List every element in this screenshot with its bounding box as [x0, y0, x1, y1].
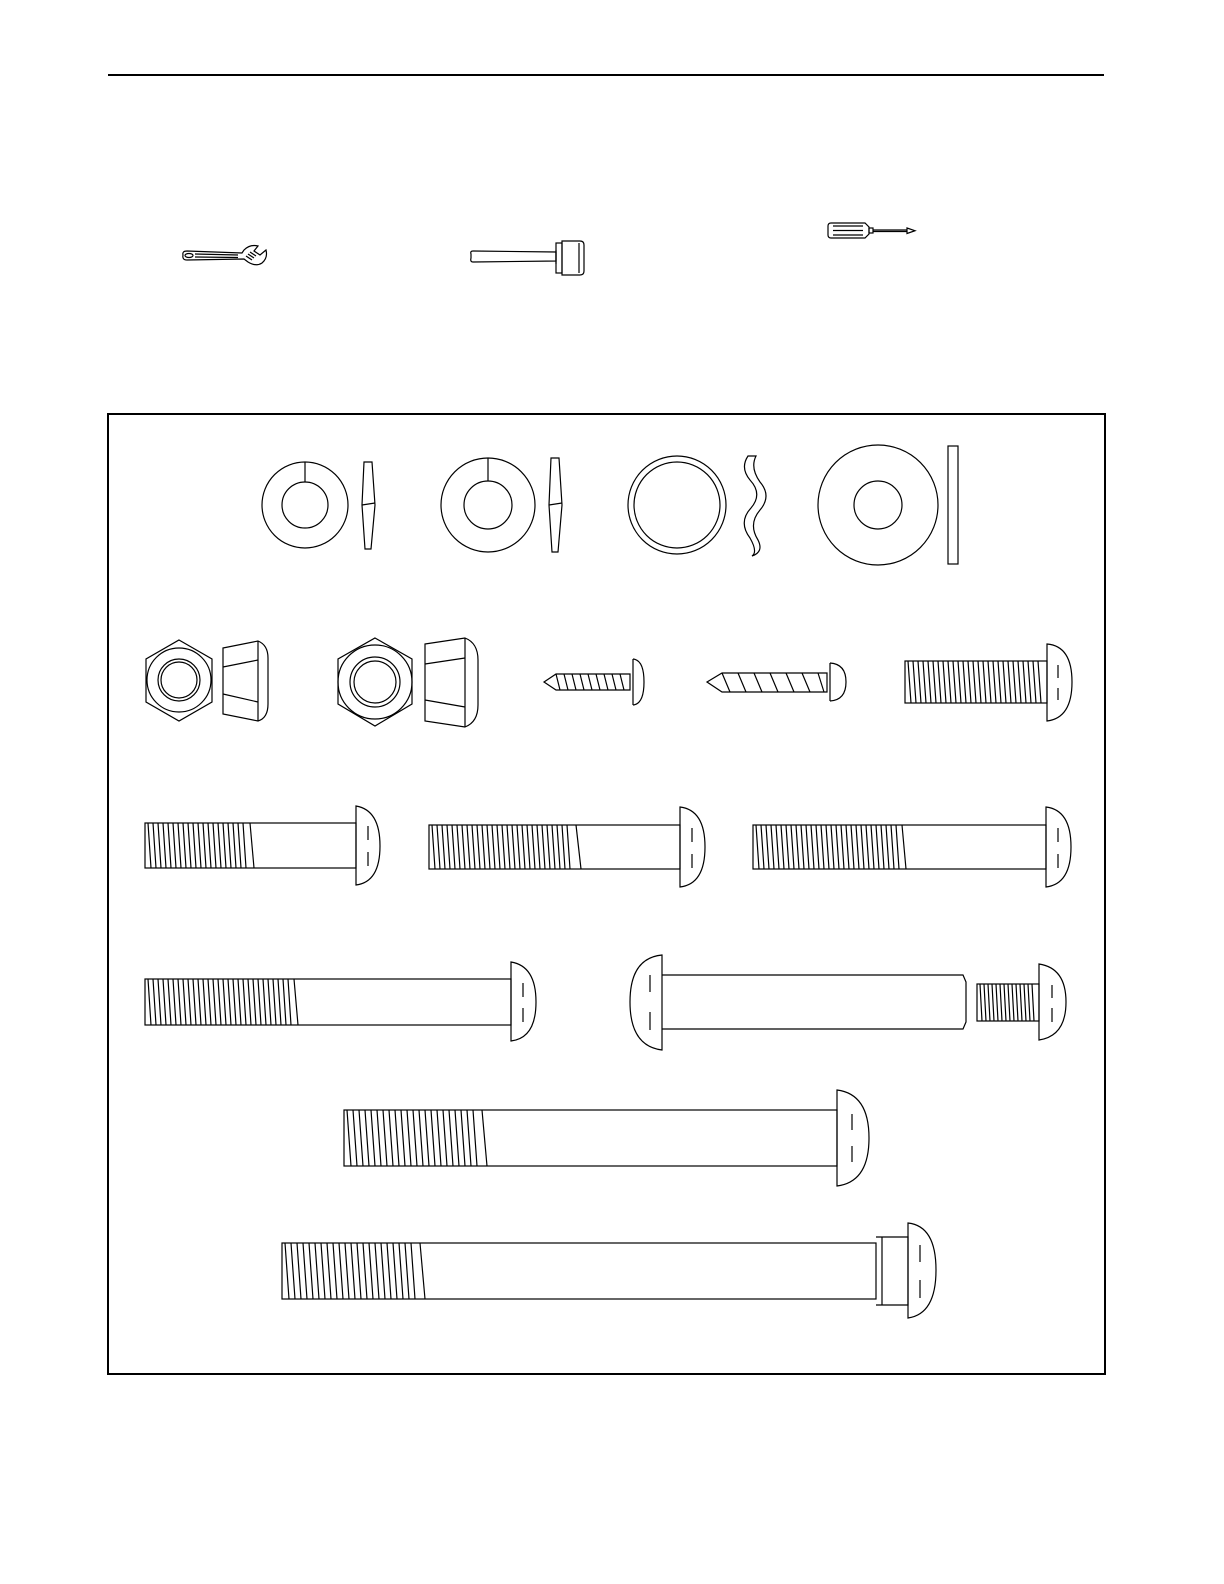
button-bolt-5-icon [344, 1090, 869, 1186]
wave-washer-icon [628, 456, 766, 556]
carriage-bolt-icon [282, 1223, 936, 1318]
flat-washer-icon [818, 445, 958, 565]
axle-bolt-icon [630, 955, 1066, 1050]
screw-fine-icon [544, 659, 644, 705]
nylon-locknut-large-icon [338, 638, 478, 727]
button-bolt-1-icon [145, 806, 380, 885]
button-bolt-short-icon [905, 644, 1072, 721]
button-bolt-3-icon [753, 807, 1071, 887]
button-bolt-4-icon [145, 962, 536, 1041]
screw-coarse-icon [707, 663, 846, 701]
split-washer-large-icon [441, 458, 562, 552]
split-washer-small-icon [262, 462, 375, 549]
button-bolt-2-icon [429, 807, 705, 887]
nylon-locknut-small-icon [146, 640, 268, 721]
